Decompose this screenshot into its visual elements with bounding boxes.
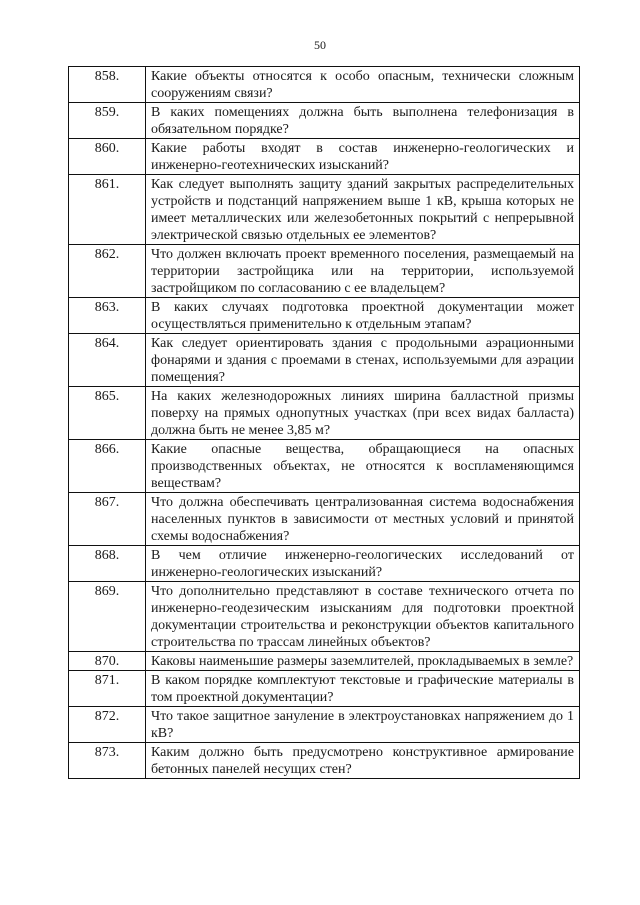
question-number: 870.: [69, 652, 146, 671]
question-text: Каковы наименьшие размеры заземлителей, прокладываемых в земле?: [146, 652, 580, 671]
question-text: Как следует выполнять защиту зданий закрытых распределительных устройств и подстанций напряжением выше 1 кВ, крыша которых не имеет металлических или железобетонных покрытий с непрерывной электрической связью отдельных ее элементов?: [146, 175, 580, 245]
question-row: [69, 175, 580, 245]
question-number: 873.: [69, 743, 146, 779]
question-text: Что должен включать проект временного поселения, размещаемый на территории застройщика или на территории, используемой застройщиком по согласованию с ее владельцем?: [146, 245, 580, 298]
question-number: 868.: [69, 546, 146, 582]
question-row: [69, 743, 580, 779]
question-number: 867.: [69, 493, 146, 546]
page-number: 50: [314, 38, 326, 52]
question-number: 872.: [69, 707, 146, 743]
question-text: Что дополнительно представляют в составе технического отчета по инженерно-геодезическим изысканиям для подготовки проектной документации строительства и реконструкции объектов капитального строительства по трассам линейных объектов?: [146, 582, 580, 652]
question-row: [69, 334, 580, 387]
question-text: Что такое защитное зануление в электроустановках напряжением до 1 кВ?: [146, 707, 580, 743]
question-text: В каких случаях подготовка проектной документации может осуществляться применительно к отдельным этапам?: [146, 298, 580, 334]
question-number: 861.: [69, 175, 146, 245]
question-number: 859.: [69, 103, 146, 139]
question-number: 860.: [69, 139, 146, 175]
question-text: Как следует ориентировать здания с продольными аэрационными фонарями и здания с проемами в стенах, используемыми для аэрации помещения?: [146, 334, 580, 387]
question-number: 864.: [69, 334, 146, 387]
question-text: В чем отличие инженерно-геологических исследований от инженерно-геологических изысканий?: [146, 546, 580, 582]
question-row: [69, 652, 580, 671]
question-row: [69, 546, 580, 582]
question-text: В каком порядке комплектуют текстовые и графические материалы в том проектной документации?: [146, 671, 580, 707]
question-number: 871.: [69, 671, 146, 707]
question-number: 865.: [69, 387, 146, 440]
question-text: Какие работы входят в состав инженерно-геологических и инженерно-геотехнических изысканий?: [146, 139, 580, 175]
question-text: Какие объекты относятся к особо опасным, технически сложным сооружениям связи?: [146, 67, 580, 103]
question-row: [69, 245, 580, 298]
question-row: [69, 67, 580, 103]
question-text: Какие опасные вещества, обращающиеся на опасных производственных объектах, не относятся к воспламеняющимся веществам?: [146, 440, 580, 493]
question-row: [69, 387, 580, 440]
question-number: 863.: [69, 298, 146, 334]
question-row: [69, 139, 580, 175]
question-text: Каким должно быть предусмотрено конструктивное армирование бетонных панелей несущих стен?: [146, 743, 580, 779]
question-number: 862.: [69, 245, 146, 298]
question-row: [69, 103, 580, 139]
question-row: [69, 671, 580, 707]
question-text: В каких помещениях должна быть выполнена телефонизация в обязательном порядке?: [146, 103, 580, 139]
question-text: На каких железнодорожных линиях ширина балластной призмы поверху на прямых однопутных участках (при всех видах балласта) должна быть не менее 3,85 м?: [146, 387, 580, 440]
question-number: 858.: [69, 67, 146, 103]
question-text: Что должна обеспечивать централизованная система водоснабжения населенных пунктов в зависимости от местных условий и принятой схемы водоснабжения?: [146, 493, 580, 546]
questions-table: [68, 66, 580, 779]
question-number: 869.: [69, 582, 146, 652]
question-row: [69, 707, 580, 743]
question-row: [69, 493, 580, 546]
question-number: 866.: [69, 440, 146, 493]
questions-table-body: [69, 67, 580, 779]
question-row: [69, 440, 580, 493]
question-row: [69, 298, 580, 334]
question-row: [69, 582, 580, 652]
